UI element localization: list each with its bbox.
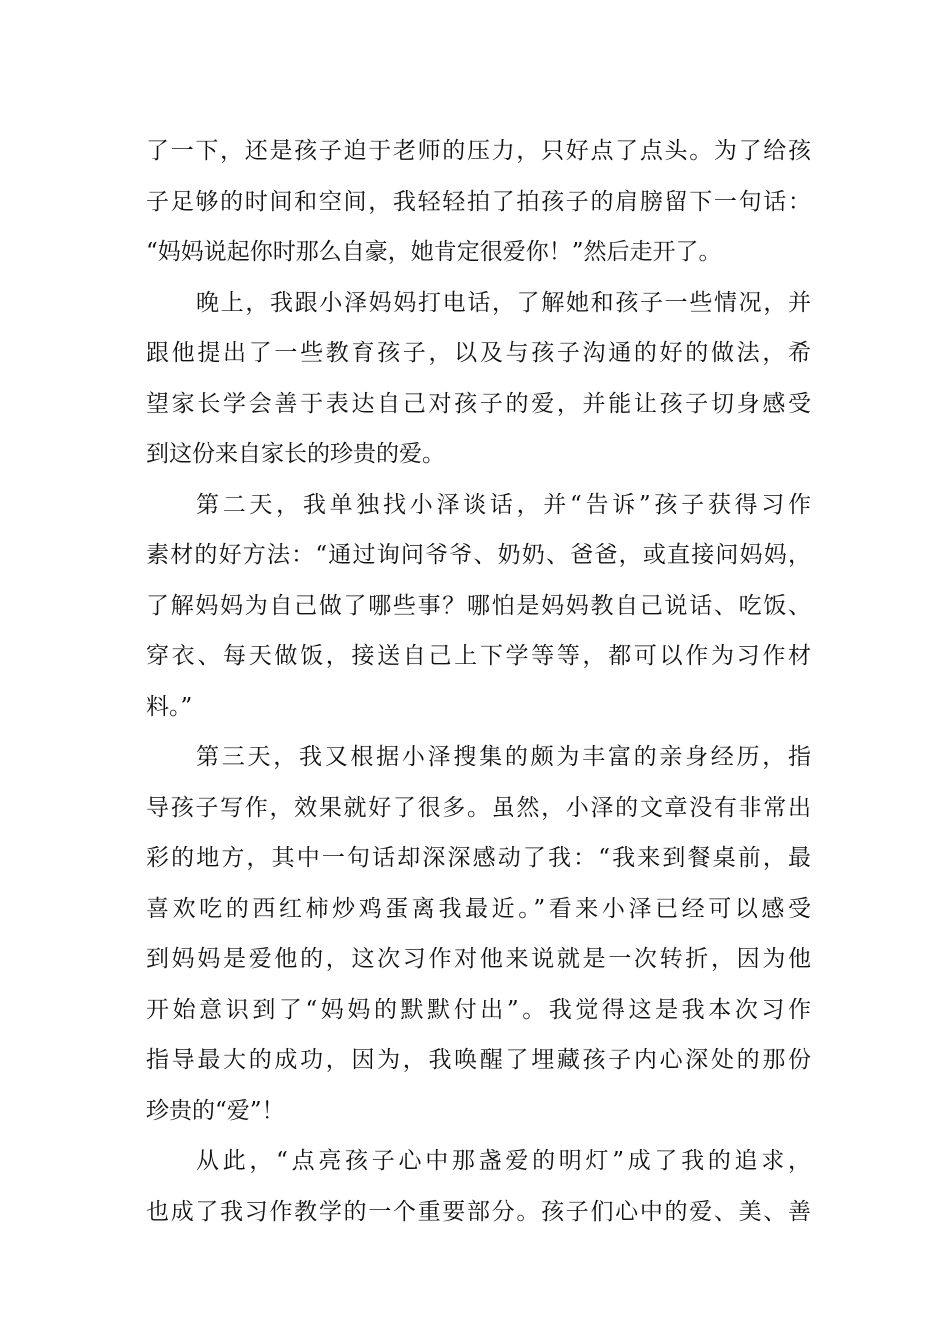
text-line: 到这份来自家长的珍贵的爱。 [146, 441, 445, 467]
paragraph-start-line: 从此，“点亮孩子心中那盏爱的明灯”成了我的追求， [196, 1148, 811, 1174]
text-line: “妈妈说起你时那么自豪，她肯定很爱你！”然后走开了。 [146, 239, 722, 265]
text-line: 子足够的时间和空间，我轻轻拍了拍孩子的肩膀留下一句话： [146, 188, 811, 215]
text-line: 指导最大的成功，因为，我唤醒了埋藏孩子内心深处的那份 [146, 1047, 811, 1073]
text-line: 导孩子写作，效果就好了很多。虽然，小泽的文章没有非常出 [146, 794, 811, 821]
paragraph-start-line: 第三天，我又根据小泽搜集的颇为丰富的亲身经历，指 [196, 744, 811, 770]
text-line: 穿衣、每天做饭，接送自己上下学等等，都可以作为习作材 [146, 643, 811, 669]
text-line: 了一下，还是孩子迫于老师的压力，只好点了点头。为了给孩 [146, 138, 811, 164]
text-line: 彩的地方，其中一句话却深深感动了我：“我来到餐桌前，最 [146, 845, 811, 871]
paragraph-start-line: 晚上，我跟小泽妈妈打电话，了解她和孩子一些情况，并 [196, 289, 811, 316]
text-line: 了解妈妈为自己做了哪些事？哪怕是妈妈教自己说话、吃饭、 [146, 592, 811, 619]
paragraph-start-line: 第二天，我单独找小泽谈话，并“告诉”孩子获得习作 [196, 491, 811, 518]
text-line: 开始意识到了“妈妈的默默付出”。我觉得这是我本次习作 [146, 996, 811, 1023]
text-line: 料。” [146, 693, 193, 720]
text-line: 到妈妈是爱他的，这次习作对他来说就是一次转折，因为他 [146, 946, 811, 972]
document-body [146, 126, 811, 1237]
text-line: 喜欢吃的西红柿炒鸡蛋离我最近。”看来小泽已经可以感受 [146, 895, 811, 922]
text-line: 素材的好方法：“通过询问爷爷、奶奶、爸爸，或直接问妈妈， [146, 542, 811, 568]
text-line: 望家长学会善于表达自己对孩子的爱，并能让孩子切身感受 [146, 390, 811, 417]
text-line: 跟他提出了一些教育孩子，以及与孩子沟通的好的做法，希 [146, 340, 811, 366]
text-line: 也成了我习作教学的一个重要部分。孩子们心中的爱、美、善 [146, 1198, 811, 1225]
text-line: 珍贵的“爱”！ [146, 1097, 285, 1124]
